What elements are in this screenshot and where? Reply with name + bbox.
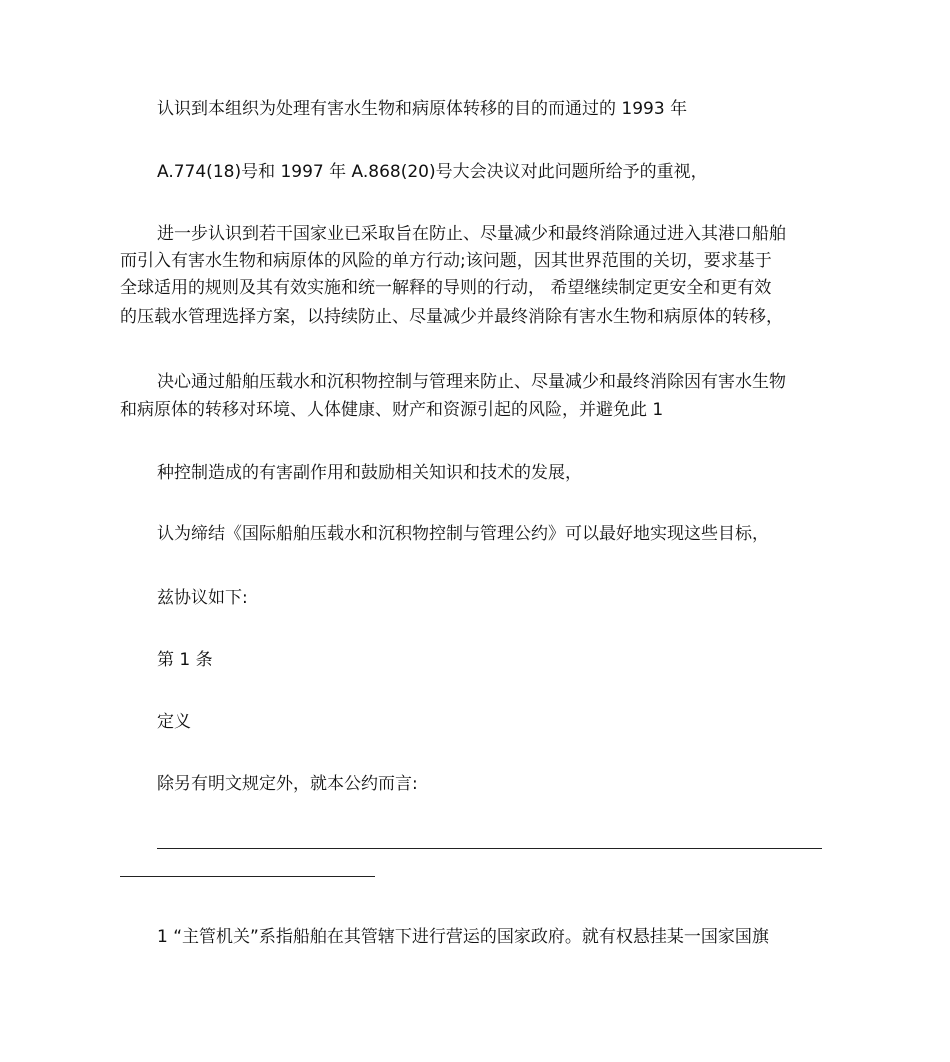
preamble-paragraph-1-line-2: A.774(18)号和 1997 年 A.868(20)号大会决议对此问题所给予的重视，: [157, 162, 708, 182]
preamble-paragraph-3-line-3: 种控制造成的有害副作用和鼓励相关知识和技术的发展，: [157, 463, 582, 483]
preamble-paragraph-3-line-1: 决心通过船舶压载水和沉积物控制与管理来防止、尽量减少和最终消除因有害水生物: [157, 372, 786, 392]
preamble-paragraph-2-line-2: 而引入有害水生物和病原体的风险的单方行动;该问题，因其世界范围的关切，要求基于: [120, 251, 772, 271]
preamble-paragraph-1-line-1: 认识到本组织为处理有害水生物和病原体转移的目的而通过的 1993 年: [157, 99, 688, 119]
preamble-paragraph-4: 认为缔结《国际船舶压载水和沉积物控制与管理公约》可以最好地实现这些目标，: [157, 524, 769, 544]
preamble-paragraph-2-line-3: 全球适用的规则及其有效实施和统一解释的导则的行动， 希望继续制定更安全和更有效: [120, 278, 772, 298]
definitions-intro: 除另有明文规定外，就本公约而言:: [157, 774, 418, 794]
article-heading: 第 1 条: [157, 650, 213, 670]
preamble-paragraph-2-line-4: 的压载水管理选择方案，以持续防止、尽量减少并最终消除有害水生物和病原体的转移，: [120, 307, 783, 327]
separator-line-short: [120, 876, 375, 877]
preamble-paragraph-3-line-2: 和病原体的转移对环境、人体健康、财产和资源引起的风险，并避免此 1: [120, 400, 664, 420]
separator-line: [157, 848, 822, 849]
agreement-statement: 兹协议如下:: [157, 588, 248, 608]
preamble-paragraph-2-line-1: 进一步认识到若干国家业已采取旨在防止、尽量减少和最终消除通过进入其港口船舶: [157, 224, 786, 244]
definition-item-1: 1 “主管机关”系指船舶在其管辖下进行营运的国家政府。就有权悬挂某一国家国旗: [157, 927, 769, 947]
article-title: 定义: [157, 712, 191, 732]
